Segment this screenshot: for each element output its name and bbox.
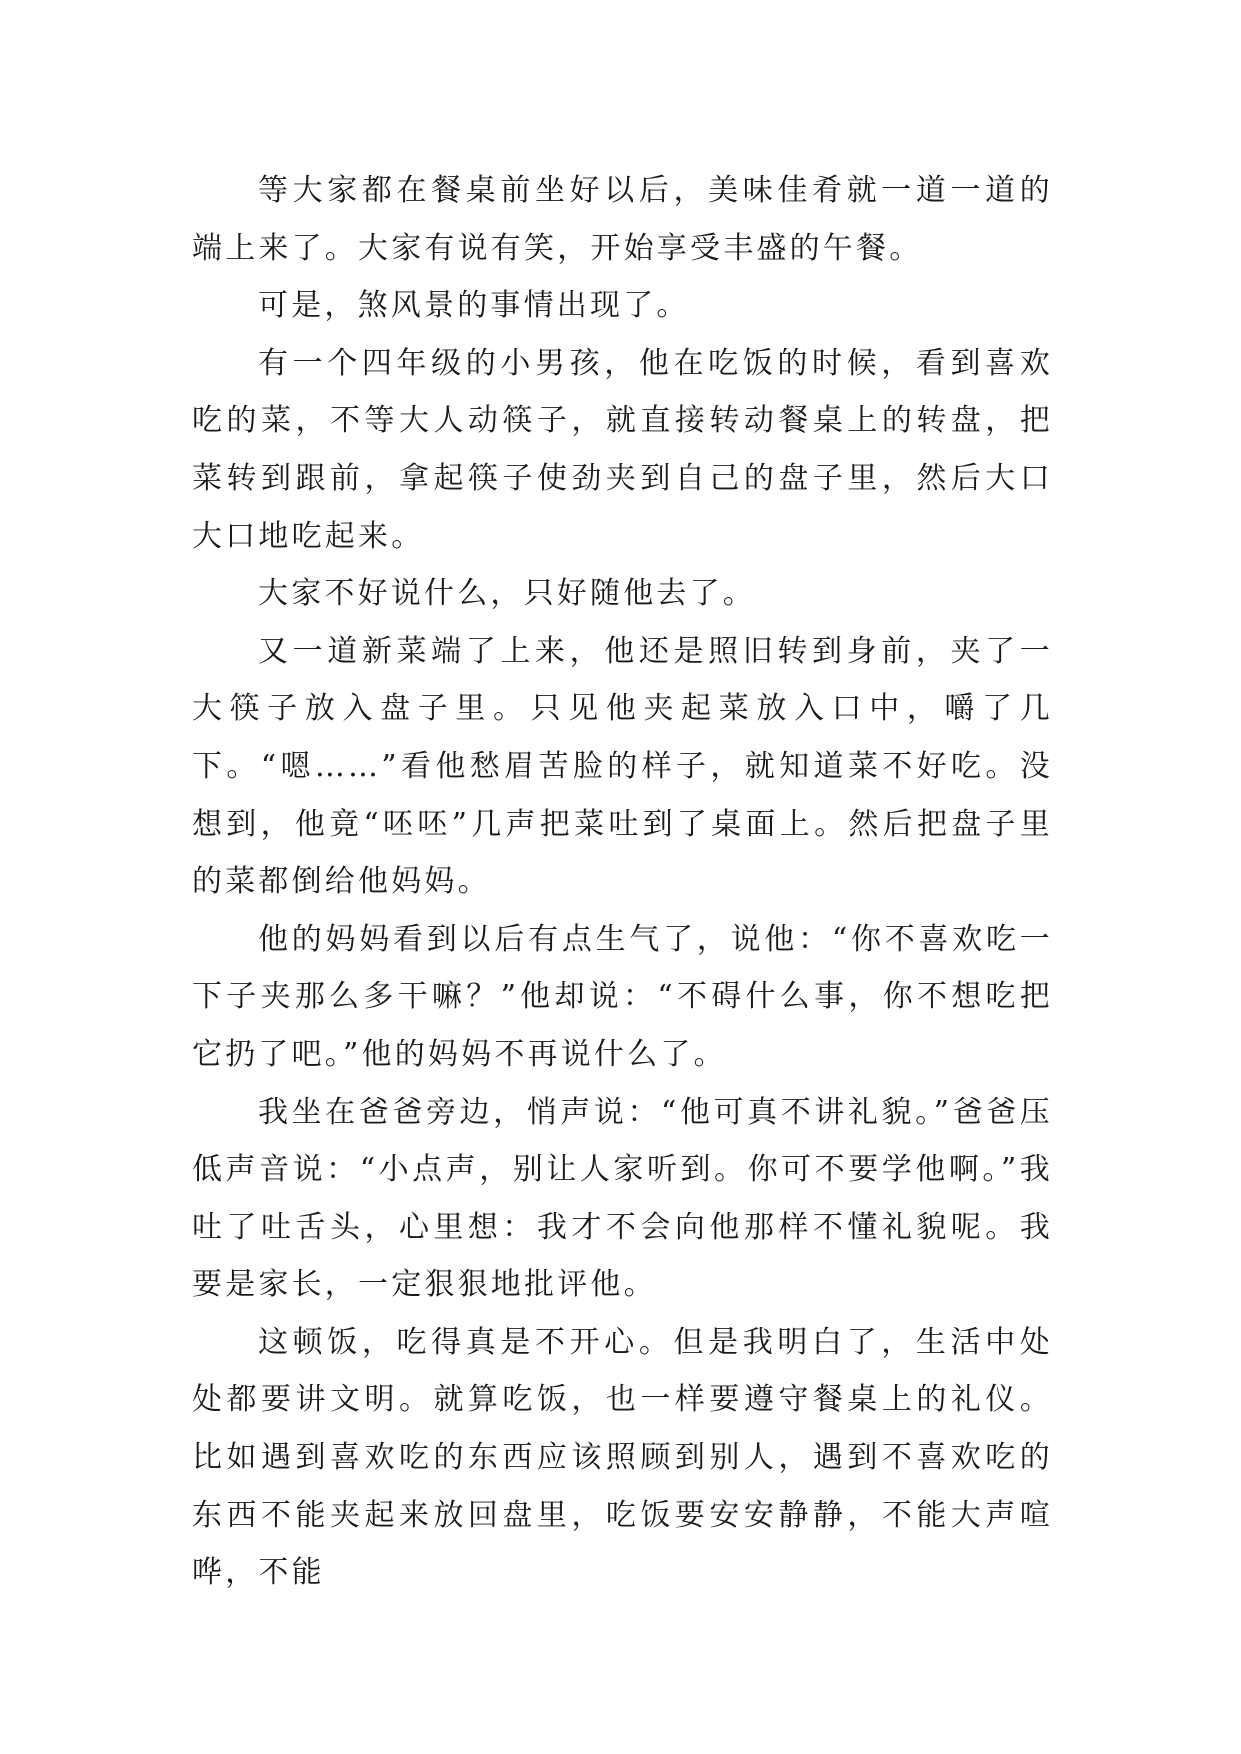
paragraph-6: 他的妈妈看到以后有点生气了，说他：“你不喜欢吃一下子夹那么多干嘛？”他却说：“不碍什么事，你不想吃把它扔了吧。”他的妈妈不再说什么了。	[192, 921, 1053, 1072]
paragraph-8: 这顿饭，吃得真是不开心。但是我明白了，生活中处处都要讲文明。就算吃饭，也一样要遵守餐桌上的礼仪。比如遇到喜欢吃的东西应该照顾到别人，遇到不喜欢吃的东西不能夹起来放回盘里，吃饭要安安静静，不能大声喧哗，不能	[192, 1324, 1053, 1591]
paragraph-2: 可是，煞风景的事情出现了。	[258, 288, 690, 324]
paragraph-7: 我坐在爸爸旁边，悄声说：“他可真不讲礼貌。”爸爸压低声音说：“小点声，别让人家听到。你可不要学他啊。”我吐了吐舌头，心里想：我才不会向他那样不懂礼貌呢。我要是家长，一定狠狠地批评他。	[192, 1094, 1053, 1303]
paragraph-3: 有一个四年级的小男孩，他在吃饭的时候，看到喜欢吃的菜，不等大人动筷子，就直接转动餐桌上的转盘，把菜转到跟前，拿起筷子使劲夹到自己的盘子里，然后大口大口地吃起来。	[192, 345, 1053, 554]
document-body	[192, 162, 1053, 1602]
paragraph-5: 又一道新菜端了上来，他还是照旧转到身前，夹了一大筷子放入盘子里。只见他夹起菜放入口中，嚼了几下。“嗯……”看他愁眉苦脸的样子，就知道菜不好吃。没想到，他竟“呸呸”几声把菜吐到了桌面上。然后把盘子里的菜都倒给他妈妈。	[192, 633, 1053, 900]
paragraph-4: 大家不好说什么，只好随他去了。	[258, 576, 756, 612]
paragraph-1: 等大家都在餐桌前坐好以后，美味佳肴就一道一道的端上来了。大家有说有笑，开始享受丰盛的午餐。	[192, 173, 1053, 266]
